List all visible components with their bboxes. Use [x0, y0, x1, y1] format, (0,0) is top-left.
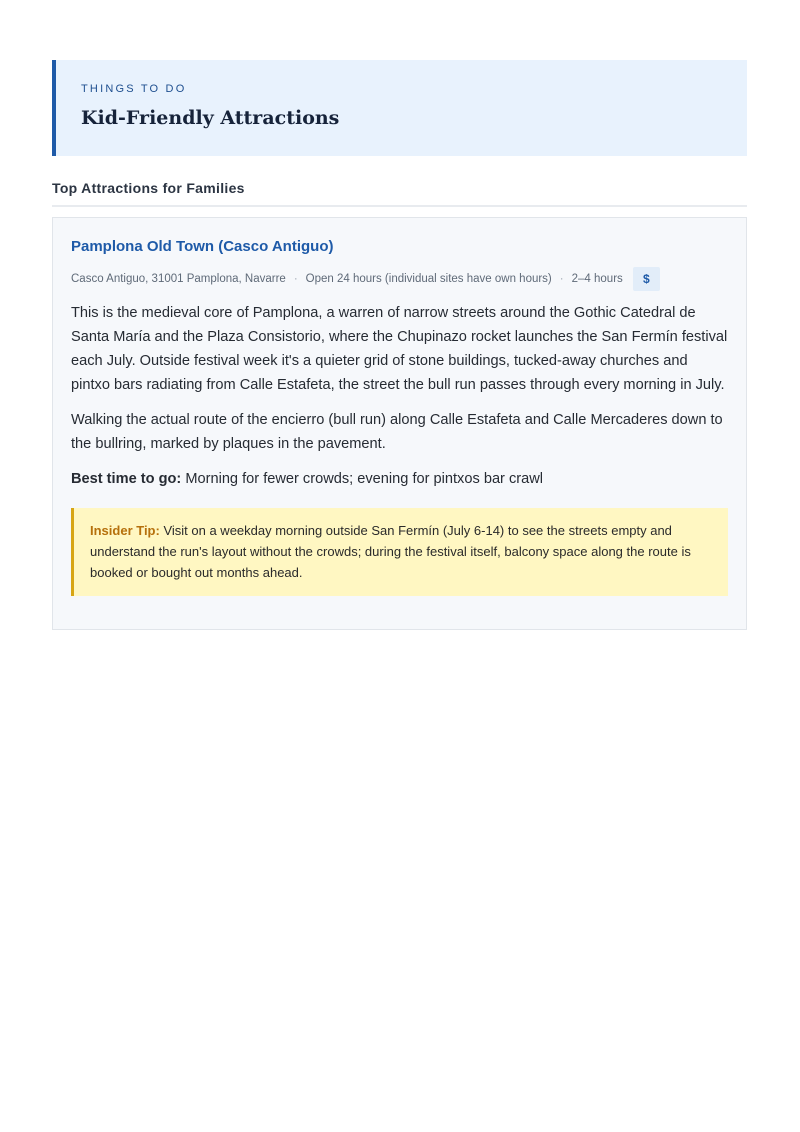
best-time [71, 467, 728, 491]
best-time-value: Morning for fewer crowds; evening for pintxos bar crawl [185, 471, 544, 487]
attraction-meta [71, 267, 728, 291]
price-badge: $ [633, 267, 660, 291]
insider-tip-label: Insider Tip: [90, 523, 160, 538]
attraction-title[interactable]: Pamplona Old Town (Casco Antiguo) [71, 238, 334, 255]
insider-tip-text: Visit on a weekday morning outside San Fermín (July 6-14) to see the streets empty and understand the run's layout without the crowds; during the festival itself, balcony space along the route is booked or bought out months ahead. [90, 523, 691, 580]
best-time-label: Best time to go: [71, 471, 182, 487]
section-heading: Top Attractions for Families [52, 179, 747, 207]
attraction-duration: 2–4 hours [571, 273, 623, 285]
meta-separator-dot: · [293, 273, 298, 285]
attraction-description: This is the medieval core of Pamplona, a warren of narrow streets around the Gothic Catedral de Santa María and the Plaza Consistorio, where the Chupinazo rocket launches the San Fermín festival each July. Outside festival week it's a quieter grid of stone buildings, tucked-away churches and pintxo bars radiating from Calle Estafeta, the street the bull run passes through every morning in July. [71, 305, 728, 393]
attraction-address: Casco Antiguo, 31001 Pamplona, Navarre [71, 273, 286, 285]
meta-separator-dot: · [559, 273, 564, 285]
insider-tip [71, 508, 728, 596]
attraction-hours: Open 24 hours (individual sites have own hours) [305, 273, 552, 285]
attraction-card [52, 217, 747, 630]
attraction-highlight: Walking the actual route of the encierro (bull run) along Calle Estafeta and Calle Mercaderes down to the bullring, marked by plaques in the pavement. [71, 412, 723, 452]
section-eyebrow: THINGS TO DO [81, 83, 187, 95]
page-header [52, 60, 747, 156]
page-title: Kid-Friendly Attractions [81, 107, 340, 129]
page-content [52, 60, 747, 630]
